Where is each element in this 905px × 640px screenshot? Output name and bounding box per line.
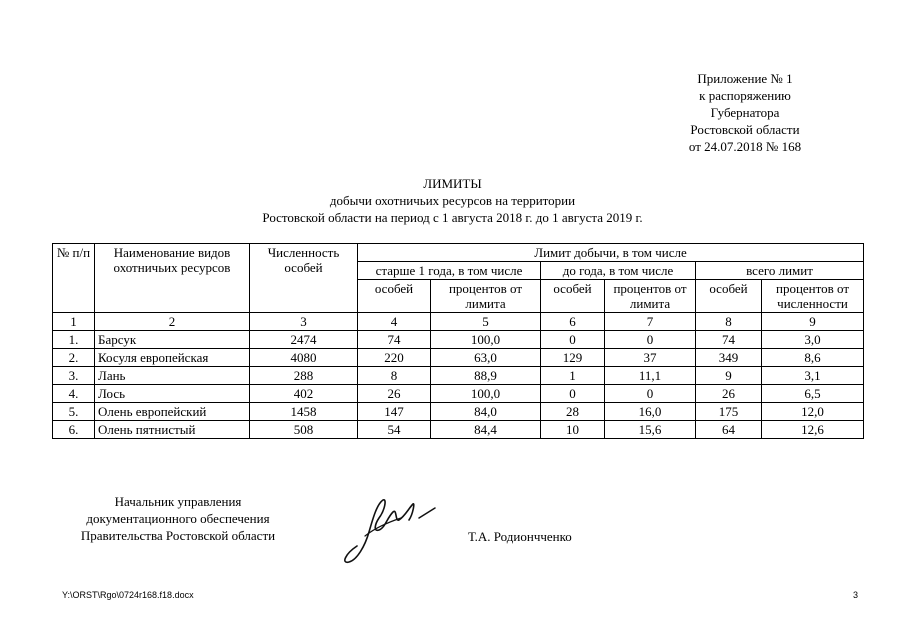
header-population: Численность особей [250,244,358,313]
row-younger-pct: 0 [605,385,696,403]
row-older-pct: 63,0 [431,349,541,367]
row-population: 1458 [250,403,358,421]
signer-line: Начальник управления [114,494,242,509]
column-number: 3 [250,313,358,331]
signer-position [58,493,298,544]
row-population: 288 [250,367,358,385]
row-younger-count: 1 [541,367,605,385]
row-species: Олень европейский [95,403,250,421]
table-row [53,349,864,367]
row-younger-count: 0 [541,385,605,403]
title-heading: ЛИМИТЫ [423,176,482,191]
header-pct-population: процентов от численности [762,280,864,313]
header-total: всего лимит [696,262,864,280]
row-population: 4080 [250,349,358,367]
row-older-count: 74 [358,331,431,349]
row-population: 2474 [250,331,358,349]
signer-line: документационного обеспечения [86,511,270,526]
appendix-line: Приложение № 1 [697,71,793,86]
row-total-count: 64 [696,421,762,439]
header-older: старше 1 года, в том числе [358,262,541,280]
row-total-pct: 8,6 [762,349,864,367]
signer-name: Т.А. Родиончченко [468,529,572,544]
row-older-count: 8 [358,367,431,385]
appendix-line: от 24.07.2018 № 168 [688,139,802,154]
row-older-pct: 88,9 [431,367,541,385]
row-species: Олень пятнистый [95,421,250,439]
row-younger-count: 28 [541,403,605,421]
row-older-count: 54 [358,421,431,439]
appendix-line: к распоряжению [699,88,791,103]
row-younger-count: 129 [541,349,605,367]
row-total-pct: 12,0 [762,403,864,421]
table-row [53,403,864,421]
row-younger-pct: 15,6 [605,421,696,439]
handwritten-signature [335,488,445,568]
row-younger-pct: 11,1 [605,367,696,385]
row-num: 5. [53,403,95,421]
column-number: 2 [95,313,250,331]
column-number: 7 [605,313,696,331]
document-title [180,175,725,226]
row-older-pct: 100,0 [431,385,541,403]
row-species: Лось [95,385,250,403]
row-num: 6. [53,421,95,439]
row-species: Барсук [95,331,250,349]
file-path: Y:\ORST\Rgo\0724r168.f18.docx [62,590,194,600]
row-younger-count: 10 [541,421,605,439]
header-num: № п/п [53,244,95,313]
row-species: Косуля европейская [95,349,250,367]
header-pct-limit: процентов от лимита [605,280,696,313]
table-row [53,367,864,385]
header-younger: до года, в том числе [541,262,696,280]
column-number-row [53,313,864,331]
title-line: добычи охотничьих ресурсов на территории [329,193,576,208]
row-population: 508 [250,421,358,439]
header-limit: Лимит добычи, в том числе [358,244,864,262]
row-total-count: 175 [696,403,762,421]
row-younger-pct: 37 [605,349,696,367]
row-num: 2. [53,349,95,367]
row-num: 1. [53,331,95,349]
row-total-pct: 6,5 [762,385,864,403]
row-total-count: 74 [696,331,762,349]
row-num: 4. [53,385,95,403]
row-total-count: 349 [696,349,762,367]
row-older-pct: 84,0 [431,403,541,421]
column-number: 5 [431,313,541,331]
row-total-count: 9 [696,367,762,385]
row-younger-count: 0 [541,331,605,349]
limits-table [52,243,864,439]
column-number: 6 [541,313,605,331]
row-older-pct: 100,0 [431,331,541,349]
row-older-pct: 84,4 [431,421,541,439]
appendix-line: Ростовской области [690,122,800,137]
column-number: 1 [53,313,95,331]
column-number: 4 [358,313,431,331]
row-younger-pct: 16,0 [605,403,696,421]
row-population: 402 [250,385,358,403]
table-row [53,421,864,439]
row-older-count: 26 [358,385,431,403]
row-younger-pct: 0 [605,331,696,349]
column-number: 8 [696,313,762,331]
row-total-pct: 3,1 [762,367,864,385]
table-row [53,385,864,403]
table-row [53,331,864,349]
column-number: 9 [762,313,864,331]
row-num: 3. [53,367,95,385]
row-total-pct: 12,6 [762,421,864,439]
appendix-line: Губернатора [710,105,780,120]
header-individuals: особей [696,280,762,313]
title-line: Ростовской области на период с 1 августа 2018 г. до 1 августа 2019 г. [262,210,643,225]
header-individuals: особей [541,280,605,313]
row-species: Лань [95,367,250,385]
row-total-pct: 3,0 [762,331,864,349]
signer-line: Правительства Ростовской области [80,528,276,543]
page-number: 3 [853,590,859,600]
row-total-count: 26 [696,385,762,403]
row-older-count: 147 [358,403,431,421]
header-name: Наименование видов охотничьих ресурсов [95,244,250,313]
header-individuals: особей [358,280,431,313]
appendix-block [630,70,860,155]
row-older-count: 220 [358,349,431,367]
header-pct-limit: процентов от лимита [431,280,541,313]
